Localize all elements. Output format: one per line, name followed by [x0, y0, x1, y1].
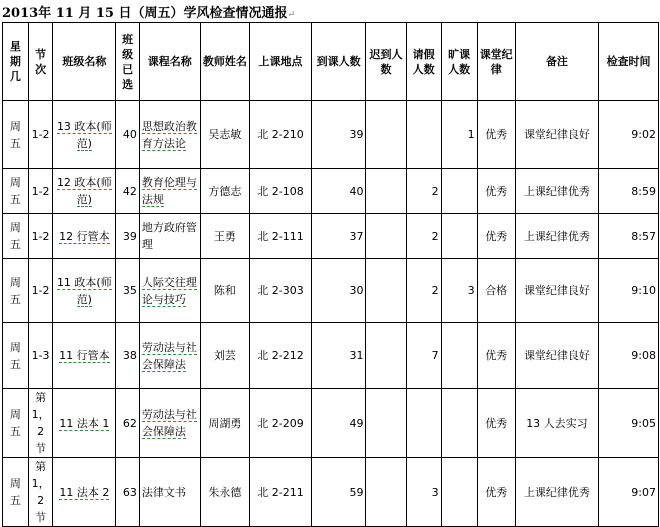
cell-present: 30 — [311, 259, 366, 323]
cell-class — [53, 389, 116, 458]
cell-period: 第 1，2 节 — [28, 389, 53, 458]
cell-day: 周五 — [3, 259, 29, 323]
cell-discipline: 优秀 — [477, 458, 515, 527]
header-class: 班级名称 — [53, 23, 116, 101]
cell-late — [366, 458, 406, 527]
cell-absent — [441, 458, 477, 527]
cell-period: 1-2 — [28, 259, 53, 323]
cell-note: 上课纪律优秀 — [515, 214, 598, 259]
cell-discipline: 合格 — [477, 259, 515, 323]
cell-absent: 1 — [441, 101, 477, 169]
cell-room: 北 2-212 — [250, 323, 312, 389]
cell-day: 周五 — [3, 458, 29, 527]
cell-time: 8:57 — [599, 214, 659, 259]
cell-late — [366, 169, 406, 214]
cell-day: 周五 — [3, 101, 29, 169]
cell-class-text: 12 政本(师范) — [56, 176, 112, 206]
cell-present: 39 — [311, 101, 366, 169]
cell-leave: 2 — [406, 169, 441, 214]
inspection-table — [2, 22, 659, 527]
cell-note: 课堂纪律良好 — [515, 101, 598, 169]
table-row — [3, 101, 659, 169]
cell-room: 北 2-111 — [250, 214, 312, 259]
cell-time: 9:08 — [599, 323, 659, 389]
cell-absent — [441, 389, 477, 458]
cell-absent: 3 — [441, 259, 477, 323]
header-row — [3, 23, 659, 101]
cell-teacher: 朱永德 — [200, 458, 249, 527]
header-discipline: 课堂纪律 — [477, 23, 515, 101]
header-present: 到课人数 — [311, 23, 366, 101]
cell-discipline: 优秀 — [477, 101, 515, 169]
cell-absent — [441, 169, 477, 214]
cell-course — [139, 169, 200, 214]
cell-day: 周五 — [3, 214, 29, 259]
cell-leave — [406, 389, 441, 458]
cell-class-text: 11 政本(师范) — [56, 275, 112, 306]
table-row — [3, 389, 659, 458]
cell-course-text: 教育伦理与法规 — [141, 176, 197, 206]
header-period: 节次 — [28, 23, 53, 101]
cell-class-text: 13 政本(师范) — [56, 119, 112, 150]
table-row — [3, 458, 659, 527]
header-course: 课程名称 — [139, 23, 200, 101]
cell-course-text: 劳动法与社会保障法 — [141, 408, 197, 438]
cell-class — [53, 169, 116, 214]
cell-time: 8:59 — [599, 169, 659, 214]
cell-leave: 2 — [406, 259, 441, 323]
cell-class — [53, 458, 116, 527]
cell-class-text: 11 法本 2 — [59, 485, 110, 499]
cell-room: 北 2-211 — [250, 458, 312, 527]
cell-class-text: 12 行管本 — [59, 229, 110, 243]
cell-teacher: 吴志敏 — [200, 101, 249, 169]
cell-teacher: 陈和 — [200, 259, 249, 323]
cell-course — [139, 259, 200, 323]
cell-discipline: 优秀 — [477, 214, 515, 259]
cell-day: 周五 — [3, 323, 29, 389]
cell-late — [366, 389, 406, 458]
cell-leave: 7 — [406, 323, 441, 389]
cell-class-text: 11 法本 1 — [59, 416, 110, 430]
cell-enrolled: 42 — [116, 169, 140, 214]
report-title-text: 2013年 11 月 15 日（周五）学风检查情况通报 — [2, 6, 288, 21]
table-row — [3, 323, 659, 389]
cell-period: 1-2 — [28, 169, 53, 214]
cell-leave: 2 — [406, 214, 441, 259]
cell-late — [366, 323, 406, 389]
cell-course: 地方政府管理 — [139, 214, 200, 259]
cell-discipline: 优秀 — [477, 389, 515, 458]
cell-time: 9:02 — [599, 101, 659, 169]
header-leave: 请假人数 — [406, 23, 441, 101]
cell-time: 9:05 — [599, 389, 659, 458]
cell-period: 1-2 — [28, 101, 53, 169]
cell-period: 第 1，2 节 — [28, 458, 53, 527]
cell-leave: 3 — [406, 458, 441, 527]
cell-room: 北 2-209 — [250, 389, 312, 458]
header-time: 检查时间 — [599, 23, 659, 101]
cell-absent — [441, 214, 477, 259]
cell-period: 1-2 — [28, 214, 53, 259]
cell-present: 49 — [311, 389, 366, 458]
cell-time: 9:07 — [599, 458, 659, 527]
cell-enrolled: 40 — [116, 101, 140, 169]
cell-note: 13 人去实习 — [515, 389, 598, 458]
cell-late — [366, 214, 406, 259]
table-row — [3, 169, 659, 214]
cell-course-text: 劳动法与社会保障法 — [141, 340, 197, 371]
return-mark: ↵ — [287, 10, 296, 20]
cell-room: 北 2-108 — [250, 169, 312, 214]
header-room: 上课地点 — [250, 23, 312, 101]
cell-present: 31 — [311, 323, 366, 389]
report-title — [2, 2, 295, 24]
cell-discipline: 优秀 — [477, 169, 515, 214]
cell-enrolled: 63 — [116, 458, 140, 527]
cell-room: 北 2-210 — [250, 101, 312, 169]
cell-late — [366, 101, 406, 169]
cell-leave — [406, 101, 441, 169]
table-header — [3, 23, 659, 101]
table-row — [3, 259, 659, 323]
cell-discipline: 优秀 — [477, 323, 515, 389]
header-enrolled: 班级已选 — [116, 23, 140, 101]
cell-day: 周五 — [3, 169, 29, 214]
cell-class — [53, 214, 116, 259]
cell-present: 37 — [311, 214, 366, 259]
cell-teacher: 方德志 — [200, 169, 249, 214]
cell-note: 上课纪律优秀 — [515, 169, 598, 214]
cell-absent — [441, 323, 477, 389]
cell-present: 59 — [311, 458, 366, 527]
cell-time: 9:10 — [599, 259, 659, 323]
header-note: 备注 — [515, 23, 598, 101]
cell-note: 课堂纪律良好 — [515, 323, 598, 389]
cell-course — [139, 323, 200, 389]
table-row — [3, 214, 659, 259]
cell-enrolled: 62 — [116, 389, 140, 458]
cell-room: 北 2-303 — [250, 259, 312, 323]
cell-course — [139, 101, 200, 169]
cell-enrolled: 35 — [116, 259, 140, 323]
header-day: 星期几 — [3, 23, 29, 101]
cell-class-text: 11 行管本 — [59, 349, 110, 362]
cell-teacher: 王勇 — [200, 214, 249, 259]
cell-class — [53, 259, 116, 323]
cell-late — [366, 259, 406, 323]
cell-course: 法律文书 — [139, 458, 200, 527]
table-body — [3, 101, 659, 527]
header-absent: 旷课人数 — [441, 23, 477, 101]
cell-course-text: 思想政治教育方法论 — [141, 119, 197, 150]
cell-period: 1-3 — [28, 323, 53, 389]
cell-day: 周五 — [3, 389, 29, 458]
cell-course-text: 人际交往理论与技巧 — [141, 275, 197, 306]
cell-present: 40 — [311, 169, 366, 214]
cell-enrolled: 39 — [116, 214, 140, 259]
header-teacher: 教师姓名 — [200, 23, 249, 101]
cell-teacher: 刘芸 — [200, 323, 249, 389]
cell-note: 课堂纪律良好 — [515, 259, 598, 323]
cell-enrolled: 38 — [116, 323, 140, 389]
cell-course — [139, 389, 200, 458]
cell-note: 上课纪律优秀 — [515, 458, 598, 527]
header-late: 迟到人数 — [366, 23, 406, 101]
cell-class — [53, 101, 116, 169]
cell-teacher: 周湖勇 — [200, 389, 249, 458]
cell-class — [53, 323, 116, 389]
